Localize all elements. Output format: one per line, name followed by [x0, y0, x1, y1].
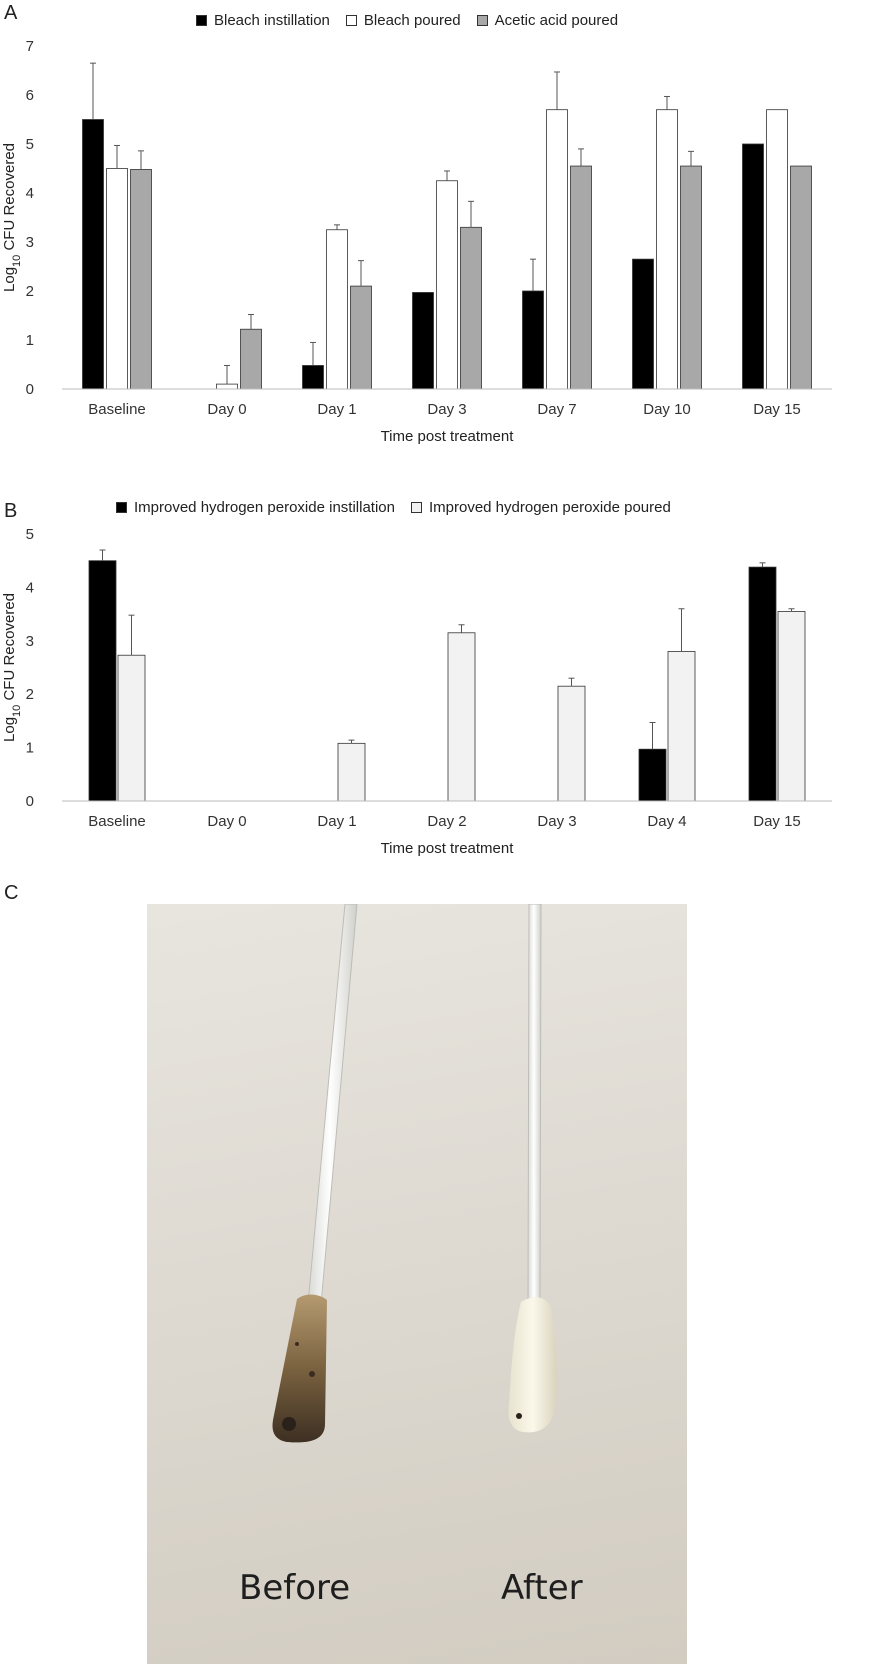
x-tick-label: Day 4 [647, 813, 687, 830]
y-tick-label: 6 [25, 87, 34, 104]
y-tick-label: 1 [25, 332, 34, 349]
swab-stick-before [308, 904, 357, 1304]
after-label: After [501, 1568, 583, 1608]
bar [668, 651, 695, 801]
y-tick-label: 3 [25, 632, 34, 650]
y-axis-title: Log$_{10}$ CFU Recovered [1, 143, 23, 292]
bar [558, 686, 585, 801]
x-axis-title: Time post treatment [380, 428, 514, 445]
x-tick-label: Day 7 [537, 401, 577, 418]
legend-label: Improved hydrogen peroxide instillation [134, 499, 395, 516]
y-tick-label: 4 [25, 185, 34, 202]
x-tick-label: Baseline [88, 401, 146, 418]
y-axis-title: Log$_{10}$ CFU Recovered [1, 593, 23, 742]
legend-label: Improved hydrogen peroxide poured [428, 499, 671, 516]
bar [89, 561, 116, 801]
x-tick-label: Day 15 [753, 813, 801, 830]
y-tick-label: 5 [25, 526, 34, 543]
y-tick-label: 0 [25, 793, 34, 810]
y-tick-label: 3 [25, 234, 34, 251]
bar [448, 633, 475, 801]
legend-label: Bleach instillation [214, 12, 330, 29]
x-tick-label: Day 3 [427, 401, 467, 418]
panel-letter-c: C [4, 882, 19, 904]
x-tick-label: Day 1 [317, 401, 357, 418]
swab-tip-dirty [273, 1295, 327, 1443]
legend-label: Bleach poured [363, 12, 461, 29]
x-tick-label: Baseline [88, 813, 146, 830]
y-tick-label: 1 [25, 739, 34, 757]
swab-tip-clean [509, 1297, 558, 1432]
x-tick-label: Day 2 [427, 813, 467, 830]
x-axis-title: Time post treatment [380, 840, 514, 857]
dirt-spot [282, 1417, 296, 1431]
x-tick-label: Day 15 [753, 401, 801, 418]
bar [338, 743, 365, 801]
swab-photo [147, 904, 687, 1664]
bar [639, 749, 666, 801]
x-tick-label: Day 3 [537, 813, 577, 830]
dirt-spot [516, 1413, 522, 1419]
bar [118, 655, 145, 801]
x-tick-label: Day 0 [207, 813, 247, 830]
y-tick-label: 5 [25, 136, 34, 153]
x-tick-label: Day 10 [643, 401, 691, 418]
panel-letter-b: B [4, 500, 18, 522]
dirt-spot [295, 1342, 299, 1346]
x-tick-label: Day 0 [207, 401, 247, 418]
x-tick-label: Day 1 [317, 813, 357, 830]
y-tick-label: 2 [25, 283, 34, 300]
y-tick-label: 0 [25, 381, 34, 398]
y-tick-label: 2 [25, 686, 34, 704]
swab-stick-after [528, 904, 541, 1304]
swab-photo-drawing [147, 904, 687, 1664]
legend-label: Acetic acid poured [494, 12, 619, 29]
y-tick-label: 7 [25, 38, 34, 55]
before-label: Before [239, 1568, 351, 1608]
panel-letter-a: A [4, 2, 18, 24]
y-tick-label: 4 [25, 579, 34, 597]
bar [749, 567, 776, 801]
bar [778, 611, 805, 801]
dirt-spot [309, 1371, 315, 1377]
